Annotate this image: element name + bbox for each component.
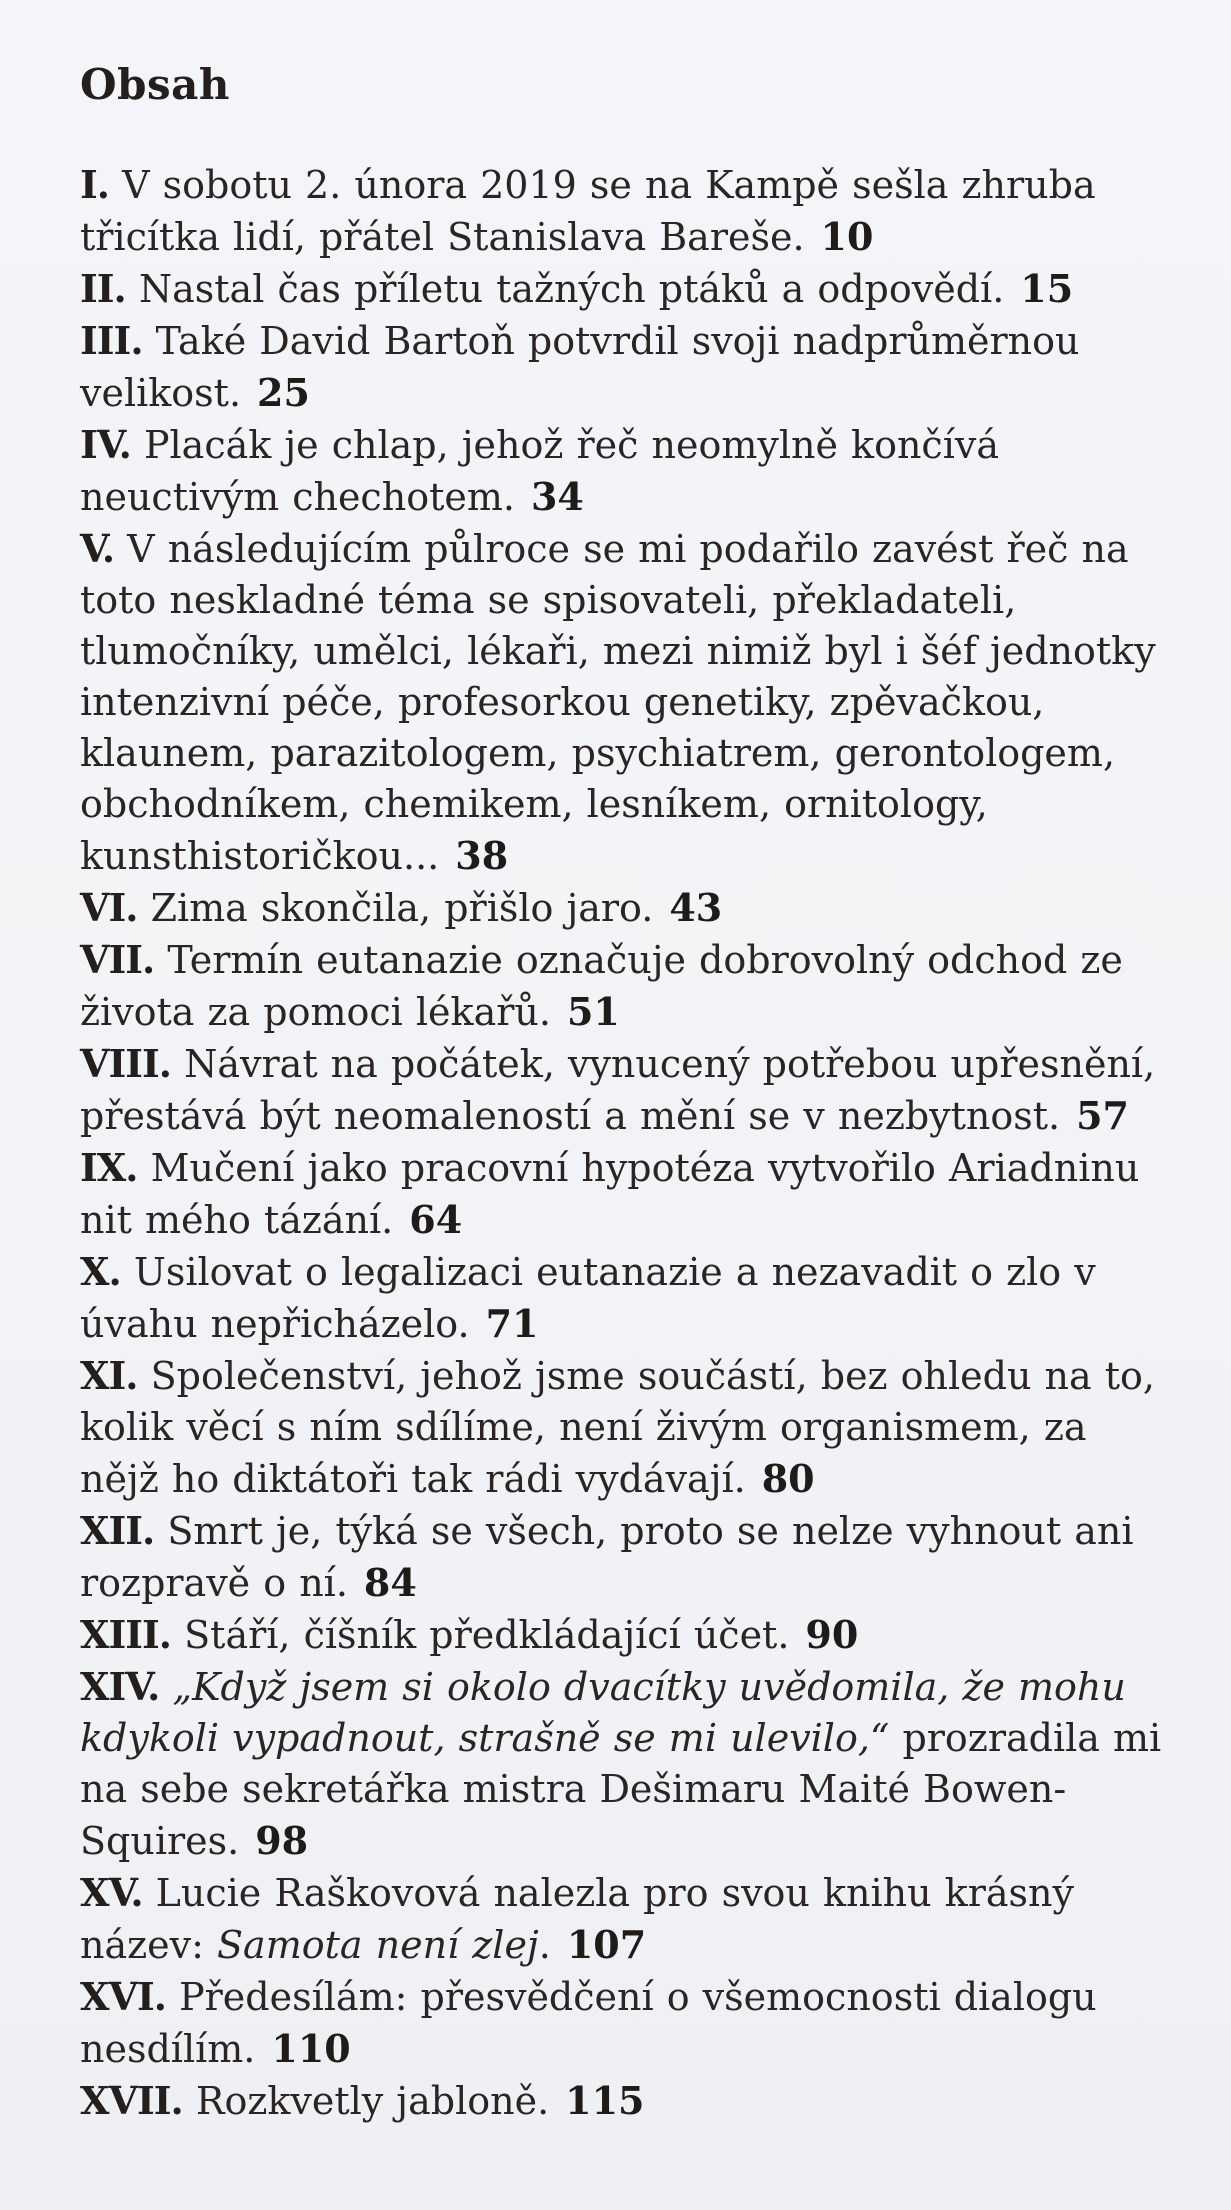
chapter-numeral: XIV. (80, 1664, 160, 1709)
chapter-numeral: XVII. (80, 2078, 183, 2123)
chapter-numeral: XV. (80, 1870, 143, 1915)
entry-text: Zima skončila, přišlo jaro. (150, 886, 654, 930)
toc-entry (80, 1142, 1170, 1246)
page-number: 38 (455, 833, 509, 878)
page-number: 98 (255, 1818, 309, 1863)
entry-text: prozradila mi na sebe sekretářka mistra Dešimaru Maité Bowen-Squires. (80, 1716, 1162, 1863)
chapter-numeral: XII. (80, 1508, 155, 1553)
page-number: 15 (1020, 266, 1074, 311)
page-number: 43 (669, 885, 723, 930)
chapter-numeral: XVI. (80, 1974, 166, 2019)
chapter-numeral: VIII. (80, 1041, 172, 1086)
page-number: 64 (409, 1197, 463, 1242)
chapter-numeral: VII. (80, 937, 155, 982)
toc-entry (80, 1609, 1170, 1661)
toc-entry (80, 159, 1170, 263)
chapter-numeral: III. (80, 318, 143, 363)
entry-text: Termín eutanazie označuje dobrovolný odchod ze života za pomoci lékařů. (80, 938, 1123, 1034)
entry-text: . (538, 1923, 551, 1967)
chapter-numeral: XIII. (80, 1612, 172, 1657)
chapter-numeral: I. (80, 162, 110, 207)
toc-entry (80, 2075, 1170, 2127)
entry-text: V sobotu 2. února 2019 se na Kampě sešla zhruba třicítka lidí, přátel Stanislava Bareše. (80, 163, 1096, 259)
entry-text: Nastal čas příletu tažných ptáků a odpovědí. (138, 267, 1005, 311)
toc-entry (80, 1971, 1170, 2075)
page-number: 84 (363, 1560, 417, 1605)
toc-entry (80, 523, 1170, 882)
toc-entry (80, 1350, 1170, 1505)
chapter-numeral: X. (80, 1249, 121, 1294)
entry-text: Lucie Raškovová nalezla pro svou knihu krásný název: (80, 1871, 1074, 1967)
page-number: 51 (566, 989, 620, 1034)
page-number: 80 (761, 1456, 815, 1501)
toc-entry (80, 1661, 1170, 1867)
toc-entry (80, 882, 1170, 934)
entry-text: Rozkvetly jabloně. (195, 2079, 550, 2123)
entry-text: „Když jsem si okolo dvacítky uvědomila, že mohu kdykoli vypadnout, strašně se mi ulevilo,“ (80, 1665, 1126, 1760)
page-number: 10 (820, 214, 874, 259)
chapter-numeral: XI. (80, 1353, 138, 1398)
entry-text: Společenství, jehož jsme součástí, bez ohledu na to, kolik věcí s ním sdílíme, není živým organismem, za nějž ho diktátoři tak rádi vydávají. (80, 1354, 1155, 1501)
toc-entry (80, 1038, 1170, 1142)
entry-text: Také David Bartoň potvrdil svoji nadprůměrnou velikost. (80, 319, 1080, 415)
toc-entry (80, 1246, 1170, 1350)
entry-text: Stáří, číšník předkládající účet. (184, 1613, 790, 1657)
toc-list (80, 159, 1170, 2127)
toc-entry (80, 934, 1170, 1038)
entry-text: Návrat na počátek, vynucený potřebou upřesnění, přestává být neomaleností a mění se v nezbytnost. (80, 1042, 1156, 1138)
chapter-numeral: IX. (80, 1145, 138, 1190)
entry-text: Samota není zlej (217, 1923, 539, 1967)
entry-text: Placák je chlap, jehož řeč neomylně končívá neuctivým chechotem. (80, 423, 999, 519)
toc-entry (80, 263, 1170, 315)
page-number: 57 (1076, 1093, 1129, 1138)
chapter-numeral: VI. (80, 885, 138, 930)
chapter-numeral: V. (80, 526, 115, 571)
entry-text: Mučení jako pracovní hypotéza vytvořilo Ariadninu nit mého tázání. (80, 1146, 1140, 1242)
page-number: 115 (565, 2078, 645, 2123)
chapter-numeral: II. (80, 266, 126, 311)
page-number: 71 (485, 1301, 539, 1346)
entry-text: V následujícím půlroce se mi podařilo zavést řeč na toto neskladné téma se spisovateli, překladateli, tlumočníky, umělci, lékaři, mezi nimiž byl i šéf jednotky intenzivní péče, profesorkou genetiky, zpěvačkou, klaunem, parazitologem, psychiatrem, gerontologem, obchodníkem, chemikem, lesníkem, ornitology, kunsthistoričkou... (80, 527, 1156, 878)
page-number: 34 (530, 474, 584, 519)
page-number: 90 (805, 1612, 859, 1657)
toc-entry (80, 1505, 1170, 1609)
entry-text: Smrt je, týká se všech, proto se nelze vyhnout ani rozpravě o ní. (80, 1509, 1134, 1605)
toc-entry (80, 419, 1170, 523)
chapter-numeral: IV. (80, 422, 131, 467)
page-title: Obsah (80, 60, 230, 109)
page-number: 110 (271, 2026, 351, 2071)
entry-text: Předesílám: přesvědčení o všemocnosti dialogu nesdílím. (80, 1975, 1097, 2071)
toc-entry (80, 1867, 1170, 1971)
page-number: 107 (566, 1922, 647, 1967)
toc-entry (80, 315, 1170, 419)
entry-text: Usilovat o legalizaci eutanazie a nezavadit o zlo v úvahu nepřicházelo. (80, 1250, 1096, 1346)
page-number: 25 (257, 370, 310, 415)
